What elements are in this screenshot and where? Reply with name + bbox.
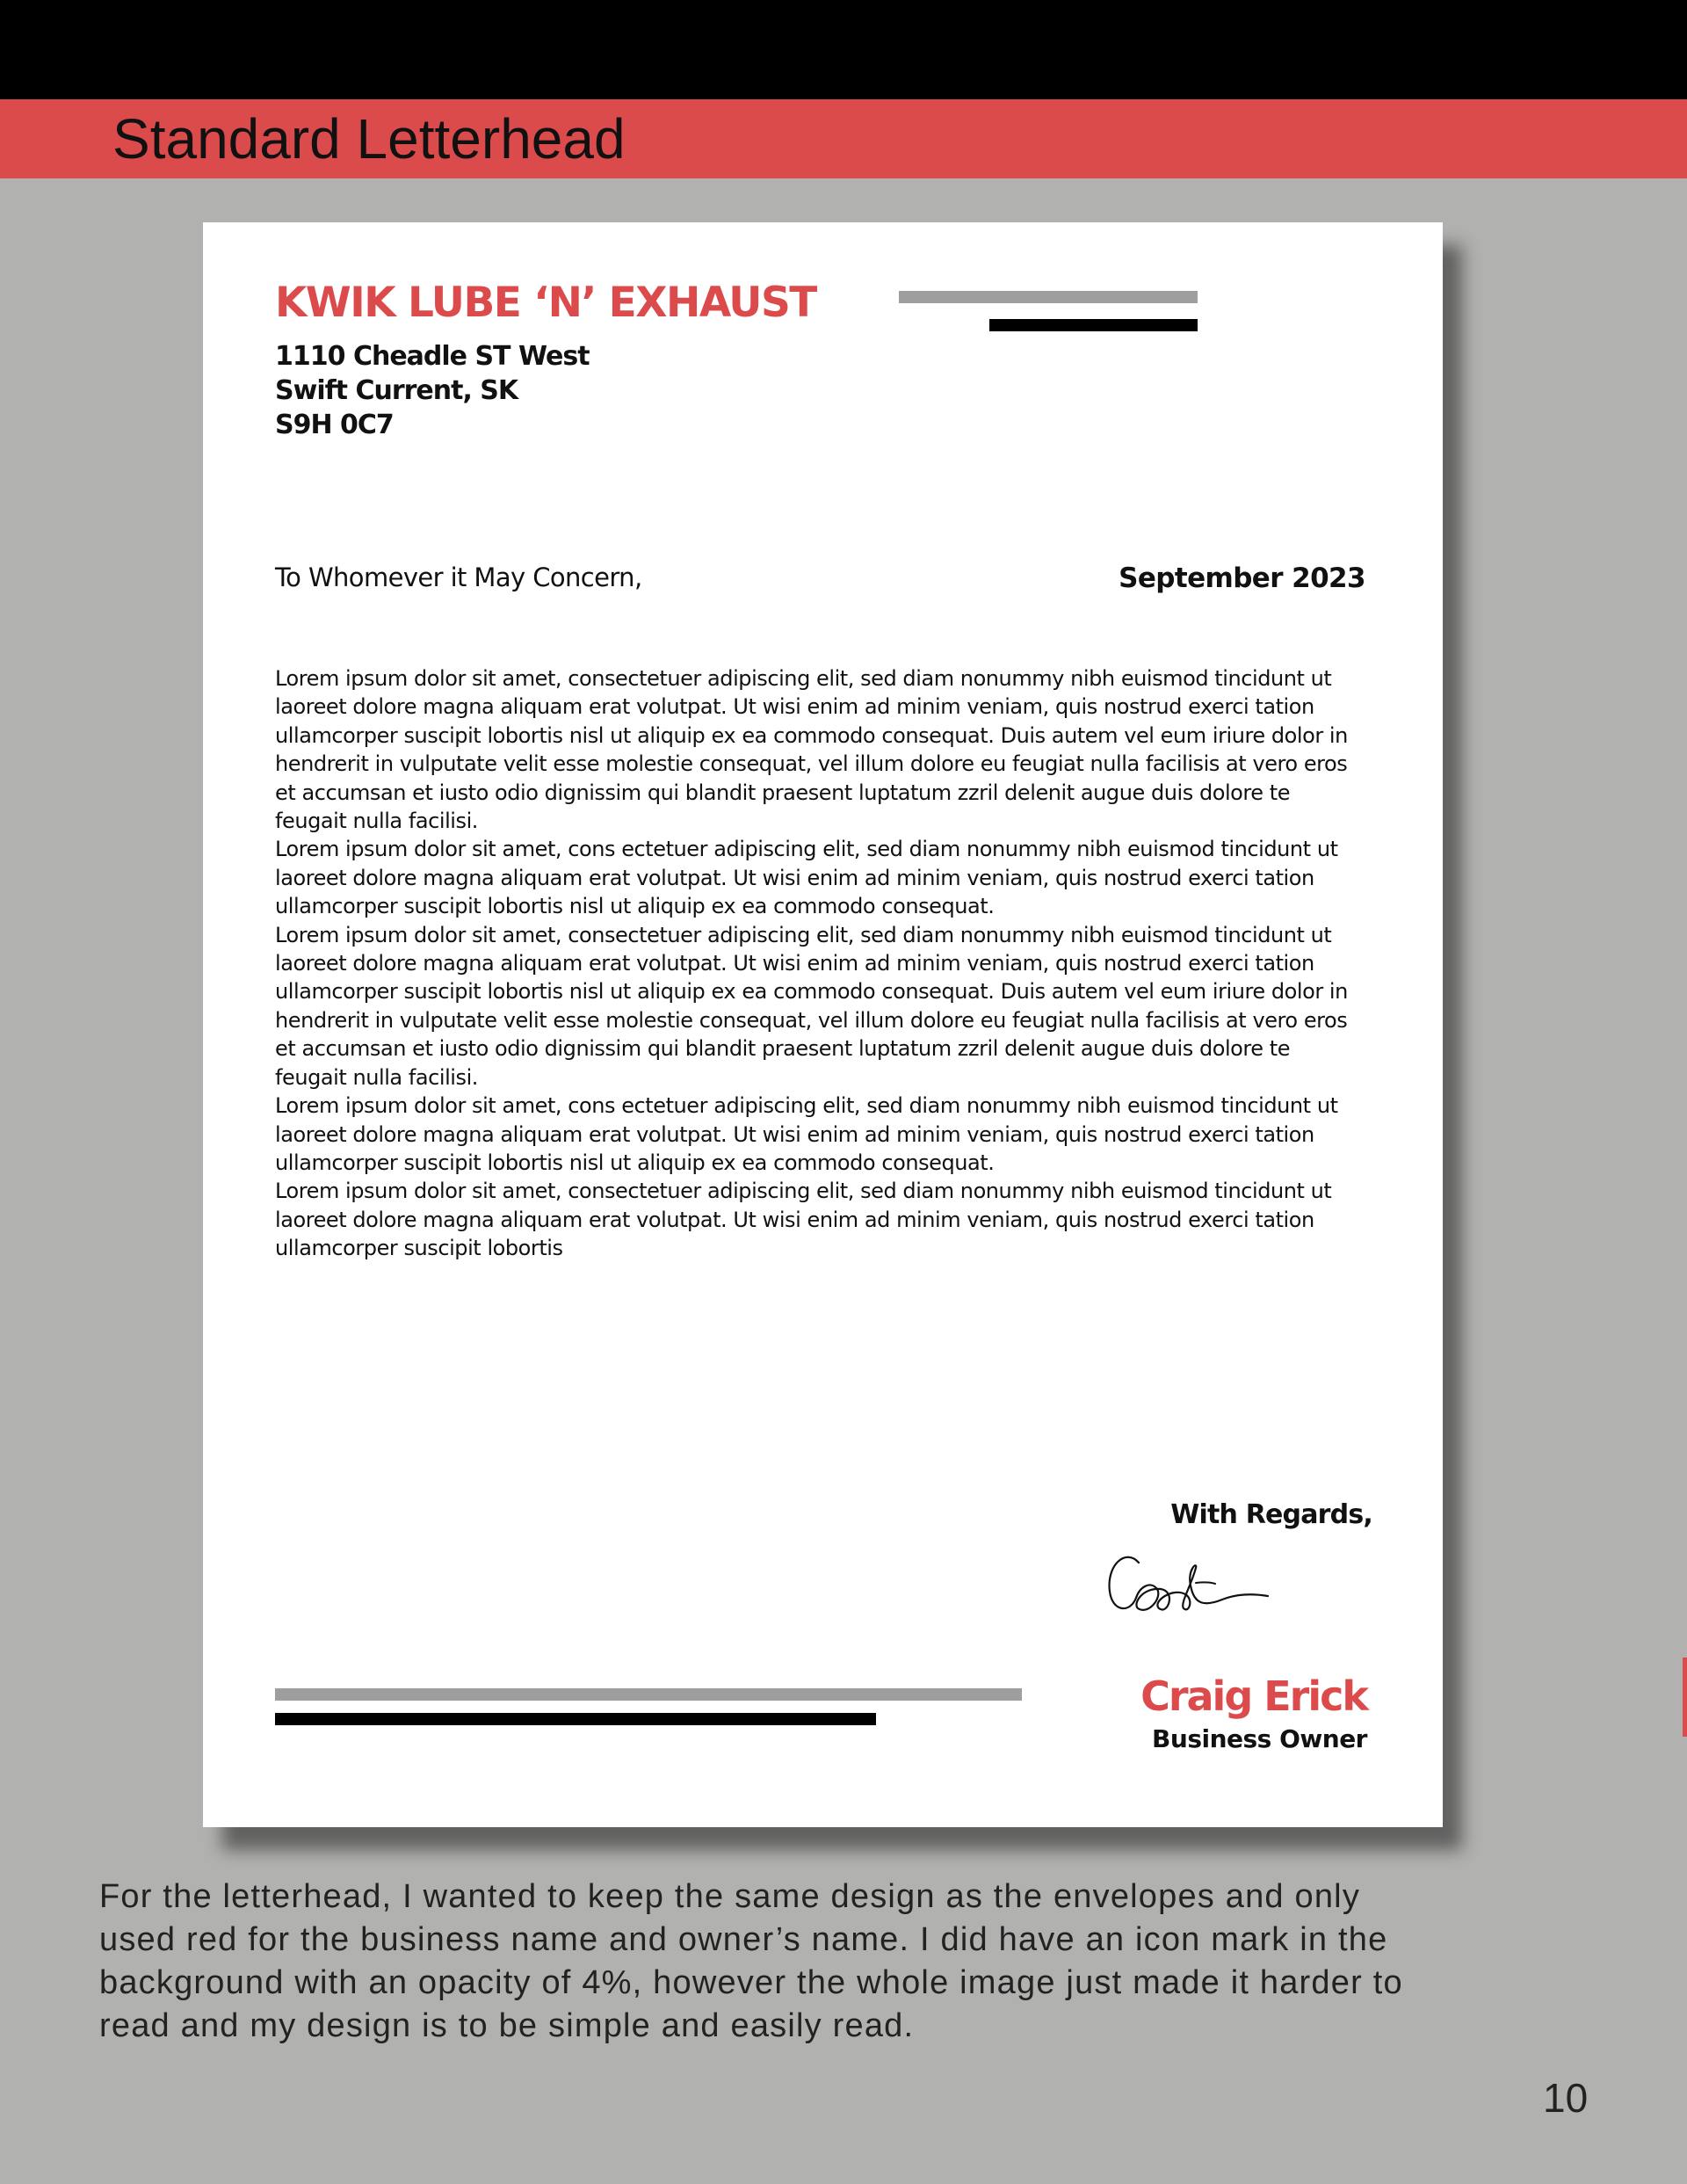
body-line: ullamcorper suscipit lobortis nisl ut aliquip ex ea commodo consequat. (275, 1150, 995, 1175)
signature-icon (1099, 1543, 1275, 1640)
body-line: Lorem ipsum dolor sit amet, cons ectetuer adipiscing elit, sed diam nonummy nibh euismod tincidunt ut (275, 837, 1338, 862)
address-line: 1110 Cheadle ST West (275, 341, 590, 372)
body-line: Lorem ipsum dolor sit amet, consectetuer adipiscing elit, sed diam nonummy nibh euismod tincidunt ut (275, 922, 1332, 947)
caption-line: background with an opacity of 4%, however the whole image just made it harder to (99, 1964, 1403, 2001)
header-black-rule (989, 319, 1198, 331)
body-line: feugait nulla facilisi. (275, 1064, 478, 1090)
body-line: ullamcorper suscipit lobortis nisl ut aliquip ex ea commodo consequat. Duis autem vel eum iriure dolor in (275, 979, 1348, 1005)
closing: With Regards, (1170, 1499, 1372, 1530)
body-line: et accumsan et iusto odio dignissim qui blandit praesent luptatum zzril delenit augue duis dolore te (275, 1036, 1291, 1062)
letter-date: September 2023 (1119, 562, 1365, 594)
greeting: To Whomever it May Concern, (275, 562, 642, 592)
body-line: feugait nulla facilisi. (275, 809, 478, 834)
body-line: et accumsan et iusto odio dignissim qui blandit praesent luptatum zzril delenit augue duis dolore te (275, 780, 1291, 805)
body-line: laoreet dolore magna aliquam erat volutpat. Ut wisi enim ad minim veniam, quis nostrud exerci tation (275, 951, 1314, 976)
company-address (275, 339, 590, 442)
footer-black-rule (275, 1713, 876, 1725)
body-line: Lorem ipsum dolor sit amet, consectetuer adipiscing elit, sed diam nonummy nibh euismod tincidunt ut (275, 666, 1332, 691)
caption-line: read and my design is to be simple and easily read. (99, 2007, 915, 2044)
body-line: hendrerit in vulputate velit esse molestie consequat, vel illum dolore eu feugiat nulla facilisis at vero eros (275, 751, 1348, 777)
edge-accent (1683, 1658, 1687, 1737)
body-line: laoreet dolore magna aliquam erat volutpat. Ut wisi enim ad minim veniam, quis nostrud exerci tation (275, 865, 1314, 890)
letterhead-page (203, 222, 1443, 1827)
footer-gray-rule (275, 1688, 1022, 1701)
header-gray-rule (899, 291, 1198, 303)
body-line: ullamcorper suscipit lobortis (275, 1236, 563, 1261)
body-line: ullamcorper suscipit lobortis nisl ut aliquip ex ea commodo consequat. (275, 894, 995, 919)
signer-title: Business Owner (1152, 1724, 1367, 1753)
caption-line: used red for the business name and owner’s name. I did have an icon mark in the (99, 1921, 1388, 1958)
body-line: laoreet dolore magna aliquam erat volutpat. Ut wisi enim ad minim veniam, quis nostrud exerci tation (275, 1121, 1314, 1147)
body-line: laoreet dolore magna aliquam erat volutpat. Ut wisi enim ad minim veniam, quis nostrud exerci tation (275, 1207, 1314, 1232)
letter-body (275, 664, 1382, 1263)
title-bar (0, 99, 1687, 178)
body-line: laoreet dolore magna aliquam erat volutpat. Ut wisi enim ad minim veniam, quis nostrud exerci tation (275, 694, 1314, 720)
signer-name: Craig Erick (1140, 1672, 1367, 1720)
body-line: hendrerit in vulputate velit esse molestie consequat, vel illum dolore eu feugiat nulla facilisis at vero eros (275, 1007, 1348, 1033)
body-line: Lorem ipsum dolor sit amet, cons ectetuer adipiscing elit, sed diam nonummy nibh euismod tincidunt ut (275, 1093, 1338, 1119)
caption (99, 1876, 1611, 2048)
page-number: 10 (1543, 2075, 1589, 2121)
company-name: KWIK LUBE ‘N’ EXHAUST (275, 279, 816, 327)
address-line: Swift Current, SK (275, 375, 518, 406)
caption-line: For the letterhead, I wanted to keep the same design as the envelopes and only (99, 1878, 1361, 1915)
top-black-band (0, 0, 1687, 99)
address-line: S9H 0C7 (275, 410, 394, 440)
body-line: ullamcorper suscipit lobortis nisl ut aliquip ex ea commodo consequat. Duis autem vel eum iriure dolor in (275, 722, 1348, 748)
body-line: Lorem ipsum dolor sit amet, consectetuer adipiscing elit, sed diam nonummy nibh euismod tincidunt ut (275, 1179, 1332, 1204)
page-title: Standard Letterhead (112, 107, 626, 171)
